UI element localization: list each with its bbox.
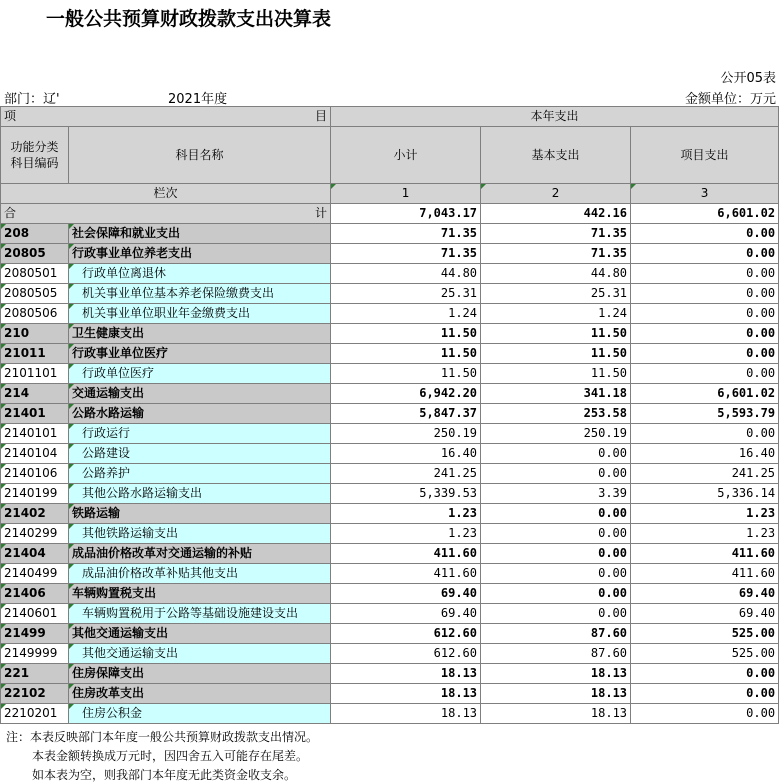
table-row	[1, 224, 779, 244]
subject-name	[69, 384, 331, 404]
amount-project: 411.60	[631, 544, 779, 564]
header-item-right: 目	[315, 109, 328, 123]
header-basic: 基本支出	[481, 127, 631, 184]
table-row	[1, 244, 779, 264]
amount-basic: 341.18	[481, 384, 631, 404]
amount-project: 0.00	[631, 264, 779, 284]
table-row	[1, 364, 779, 384]
subject-name-text: 车辆购置税用于公路等基础设施建设支出	[82, 606, 299, 620]
header-col-2: 2	[481, 184, 631, 204]
header-row-1	[1, 107, 779, 127]
table-row	[1, 404, 779, 424]
amount-project: 0.00	[631, 224, 779, 244]
subject-name	[69, 324, 331, 344]
subject-name	[69, 404, 331, 424]
amount-basic: 0.00	[481, 464, 631, 484]
table-row	[1, 664, 779, 684]
amount-basic: 25.31	[481, 284, 631, 304]
amount-subtotal: 71.35	[331, 244, 481, 264]
subject-name	[69, 464, 331, 484]
amount-subtotal: 11.50	[331, 324, 481, 344]
amount-subtotal: 250.19	[331, 424, 481, 444]
amount-project: 0.00	[631, 664, 779, 684]
amount-basic: 253.58	[481, 404, 631, 424]
subject-code: 2140106	[1, 464, 69, 484]
subject-name	[69, 584, 331, 604]
amount-subtotal: 411.60	[331, 544, 481, 564]
amount-project: 69.40	[631, 604, 779, 624]
table-row	[1, 324, 779, 344]
subject-code: 214	[1, 384, 69, 404]
table-row	[1, 624, 779, 644]
subject-name-text: 铁路运输	[72, 506, 121, 520]
amount-basic: 18.13	[481, 704, 631, 724]
subject-name-text: 成品油价格改革补贴其他支出	[82, 566, 239, 580]
subject-code: 2140101	[1, 424, 69, 444]
subject-name-text: 行政单位离退休	[82, 266, 167, 280]
amount-basic: 1.24	[481, 304, 631, 324]
subject-name	[69, 224, 331, 244]
subject-code: 210	[1, 324, 69, 344]
amount-subtotal: 69.40	[331, 584, 481, 604]
header-subtotal: 小计	[331, 127, 481, 184]
subject-name-text: 交通运输支出	[72, 386, 145, 400]
subject-name	[69, 244, 331, 264]
subject-name	[69, 684, 331, 704]
amount-project: 0.00	[631, 364, 779, 384]
subject-name	[69, 624, 331, 644]
table-row	[1, 384, 779, 404]
subject-code: 21499	[1, 624, 69, 644]
subject-name	[69, 524, 331, 544]
subject-name-text: 住房改革支出	[72, 686, 145, 700]
unit-label: 金额单位：万元	[684, 92, 776, 107]
amount-basic: 0.00	[481, 524, 631, 544]
total-left: 合	[4, 206, 17, 220]
subject-code: 2140299	[1, 524, 69, 544]
amount-basic: 71.35	[481, 244, 631, 264]
amount-basic: 71.35	[481, 224, 631, 244]
subject-code: 2140601	[1, 604, 69, 624]
amount-basic: 87.60	[481, 644, 631, 664]
amount-subtotal: 11.50	[331, 364, 481, 384]
amount-basic: 18.13	[481, 664, 631, 684]
table-row	[1, 344, 779, 364]
header-project: 项目支出	[631, 127, 779, 184]
amount-subtotal: 612.60	[331, 624, 481, 644]
subject-code: 2101101	[1, 364, 69, 384]
amount-project: 525.00	[631, 644, 779, 664]
header-func-code-text: 功能分类科目编码	[10, 140, 59, 170]
subject-code: 2140199	[1, 484, 69, 504]
header-col-3: 3	[631, 184, 779, 204]
subject-name-text: 行政运行	[82, 426, 131, 440]
department-label: 部门：辽'	[4, 92, 60, 107]
table-row	[1, 504, 779, 524]
amount-subtotal: 18.13	[331, 664, 481, 684]
amount-subtotal: 6,942.20	[331, 384, 481, 404]
subject-name	[69, 564, 331, 584]
subject-name-text: 行政事业单位养老支出	[72, 246, 193, 260]
total-basic: 442.16	[481, 204, 631, 224]
form-code: 公开05表	[720, 71, 776, 86]
amount-basic: 0.00	[481, 604, 631, 624]
total-label-cell	[1, 204, 331, 224]
table-row	[1, 584, 779, 604]
amount-subtotal: 5,339.53	[331, 484, 481, 504]
amount-project: 1.23	[631, 504, 779, 524]
amount-subtotal: 69.40	[331, 604, 481, 624]
expense-table	[0, 106, 779, 724]
table-row	[1, 464, 779, 484]
subject-name	[69, 264, 331, 284]
amount-basic: 11.50	[481, 344, 631, 364]
amount-subtotal: 18.13	[331, 684, 481, 704]
table-row	[1, 484, 779, 504]
subject-code: 2149999	[1, 644, 69, 664]
amount-basic: 0.00	[481, 444, 631, 464]
amount-subtotal: 1.24	[331, 304, 481, 324]
table-row	[1, 604, 779, 624]
subject-code: 2080505	[1, 284, 69, 304]
report-title: 一般公共预算财政拨款支出决算表	[46, 8, 332, 30]
amount-project: 0.00	[631, 704, 779, 724]
amount-basic: 18.13	[481, 684, 631, 704]
table-row	[1, 684, 779, 704]
amount-project: 0.00	[631, 424, 779, 444]
subject-name	[69, 604, 331, 624]
subject-name	[69, 504, 331, 524]
amount-subtotal: 5,847.37	[331, 404, 481, 424]
subject-name	[69, 644, 331, 664]
amount-basic: 0.00	[481, 564, 631, 584]
total-project: 6,601.02	[631, 204, 779, 224]
amount-basic: 11.50	[481, 324, 631, 344]
amount-project: 0.00	[631, 684, 779, 704]
amount-subtotal: 16.40	[331, 444, 481, 464]
note-1: 注：本表反映部门本年度一般公共预算财政拨款支出情况。	[6, 730, 319, 744]
table-row	[1, 304, 779, 324]
amount-subtotal: 71.35	[331, 224, 481, 244]
amount-project: 0.00	[631, 344, 779, 364]
amount-subtotal: 25.31	[331, 284, 481, 304]
table-row	[1, 284, 779, 304]
header-current-expense: 本年支出	[331, 107, 779, 127]
subject-name-text: 住房保障支出	[72, 666, 145, 680]
amount-subtotal: 612.60	[331, 644, 481, 664]
subject-name	[69, 704, 331, 724]
subject-name-text: 其他铁路运输支出	[82, 526, 179, 540]
header-row-3	[1, 184, 779, 204]
amount-project: 1.23	[631, 524, 779, 544]
subject-code: 2210201	[1, 704, 69, 724]
amount-subtotal: 411.60	[331, 564, 481, 584]
amount-basic: 0.00	[481, 544, 631, 564]
table-row	[1, 444, 779, 464]
subject-code: 2080501	[1, 264, 69, 284]
subject-name-text: 成品油价格改革对交通运输的补贴	[72, 546, 253, 560]
subject-code: 22102	[1, 684, 69, 704]
subject-code: 21404	[1, 544, 69, 564]
subject-code: 21402	[1, 504, 69, 524]
table-row	[1, 704, 779, 724]
subject-name-text: 其他公路水路运输支出	[82, 486, 203, 500]
subject-name-text: 其他交通运输支出	[82, 646, 179, 660]
table-row	[1, 564, 779, 584]
subject-name	[69, 424, 331, 444]
amount-project: 0.00	[631, 304, 779, 324]
subject-code: 208	[1, 224, 69, 244]
subject-code: 221	[1, 664, 69, 684]
amount-project: 0.00	[631, 244, 779, 264]
subject-name-text: 公路水路运输	[72, 406, 145, 420]
amount-basic: 11.50	[481, 364, 631, 384]
subject-name	[69, 544, 331, 564]
subject-code: 2140104	[1, 444, 69, 464]
subject-name	[69, 664, 331, 684]
amount-subtotal: 1.23	[331, 524, 481, 544]
table-row	[1, 544, 779, 564]
table-row	[1, 424, 779, 444]
amount-subtotal: 241.25	[331, 464, 481, 484]
amount-project: 411.60	[631, 564, 779, 584]
subject-name-text: 住房公积金	[82, 706, 143, 720]
amount-basic: 3.39	[481, 484, 631, 504]
subject-name	[69, 304, 331, 324]
subject-name-text: 行政单位医疗	[82, 366, 155, 380]
subject-name	[69, 344, 331, 364]
subject-name-text: 机关事业单位职业年金缴费支出	[82, 306, 251, 320]
header-func-code	[1, 127, 69, 184]
amount-basic: 87.60	[481, 624, 631, 644]
subject-name-text: 公路建设	[82, 446, 131, 460]
note-3: 如本表为空，则我部门本年度无此类资金收支余。	[32, 768, 297, 782]
amount-project: 0.00	[631, 324, 779, 344]
header-subject-name: 科目名称	[69, 127, 331, 184]
amount-project: 525.00	[631, 624, 779, 644]
subject-code: 21406	[1, 584, 69, 604]
table-row	[1, 644, 779, 664]
subject-name-text: 机关事业单位基本养老保险缴费支出	[82, 286, 275, 300]
amount-project: 0.00	[631, 284, 779, 304]
header-item-left: 项	[4, 109, 17, 123]
amount-project: 69.40	[631, 584, 779, 604]
table-row	[1, 264, 779, 284]
table-row	[1, 524, 779, 544]
amount-subtotal: 11.50	[331, 344, 481, 364]
amount-basic: 0.00	[481, 504, 631, 524]
amount-basic: 44.80	[481, 264, 631, 284]
amount-subtotal: 44.80	[331, 264, 481, 284]
subject-name-text: 公路养护	[82, 466, 131, 480]
total-subtotal: 7,043.17	[331, 204, 481, 224]
subject-code: 21401	[1, 404, 69, 424]
subject-name	[69, 284, 331, 304]
amount-basic: 0.00	[481, 584, 631, 604]
note-2: 本表金额转换成万元时，因四舍五入可能存在尾差。	[32, 749, 309, 763]
total-right: 计	[315, 206, 328, 220]
subject-code: 21011	[1, 344, 69, 364]
subject-name	[69, 484, 331, 504]
total-row	[1, 204, 779, 224]
amount-project: 6,601.02	[631, 384, 779, 404]
amount-subtotal: 18.13	[331, 704, 481, 724]
amount-project: 16.40	[631, 444, 779, 464]
subject-name	[69, 444, 331, 464]
amount-basic: 250.19	[481, 424, 631, 444]
amount-project: 241.25	[631, 464, 779, 484]
amount-project: 5,593.79	[631, 404, 779, 424]
subject-code: 2140499	[1, 564, 69, 584]
subject-code: 20805	[1, 244, 69, 264]
header-col-index: 栏次	[1, 184, 331, 204]
subject-name-text: 行政事业单位医疗	[72, 346, 169, 360]
subject-name-text: 社会保障和就业支出	[72, 226, 181, 240]
subject-name-text: 卫生健康支出	[72, 326, 145, 340]
subject-code: 2080506	[1, 304, 69, 324]
subject-name	[69, 364, 331, 384]
year-label: 2021年度	[168, 92, 228, 107]
header-item-cell	[1, 107, 331, 127]
subject-name-text: 其他交通运输支出	[72, 626, 169, 640]
subject-name-text: 车辆购置税支出	[72, 586, 157, 600]
header-col-1: 1	[331, 184, 481, 204]
header-row-2	[1, 127, 779, 184]
amount-project: 5,336.14	[631, 484, 779, 504]
amount-subtotal: 1.23	[331, 504, 481, 524]
